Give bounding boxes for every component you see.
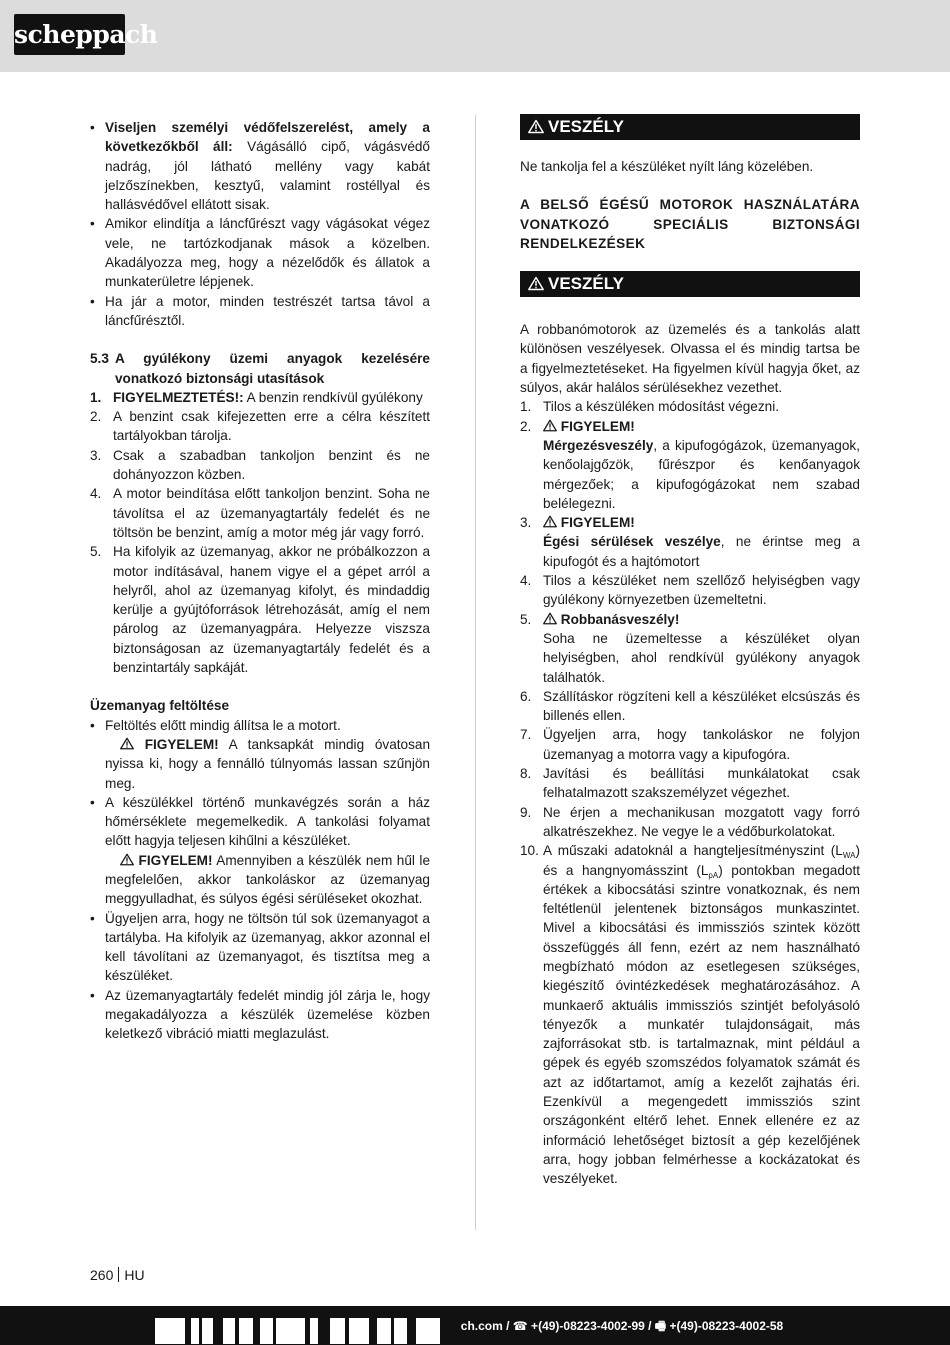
refuel-heading: Üzemanyag feltöltése xyxy=(90,698,230,714)
list-item: 7. Ügyeljen arra, hogy tankoláskor ne folyjon üzemanyag a motorra vagy a kipufogóra. xyxy=(520,727,860,762)
warning-icon xyxy=(543,419,557,432)
danger-text: A robbanómotorok az üzemelés és a tankolás alatt különösen veszélyesek. Olvassa el és mindig tartsa be a figyelmeztetéseket. Ha figyelmen kívül hagyja őket, az súlyos, akár halálos sérülésekhez vezethet. xyxy=(520,322,860,396)
warning-icon xyxy=(528,276,544,291)
scheppach-logo: scheppach xyxy=(14,14,125,55)
ppe-bullet-list xyxy=(90,118,430,330)
list-item: • Ha jár a motor, minden testrészét tartsa távol a láncfűrésztől. xyxy=(90,292,430,331)
list-item: 5. Ha kifolyik az üzemanyag, akkor ne próbálkozzon a motor indításával, hanem vigye el a gépet arról a helyről, ahol az üzemanyag kifolyt, és mindaddig kerülje a gyújtóforrások létrehozását, amíg el nem párolog az üzemanyagpára. Helyezze viszsza biztonságosan az üzemanyagtartály fedelét és a benzintartály sapkáját. xyxy=(90,544,430,676)
warning-icon xyxy=(528,119,544,134)
list-item: 4. Tilos a készüléket nem szellőző helyiségben vagy gyúlékony környezetben üzemeltetni. xyxy=(520,573,860,608)
list-item: 3. FIGYELEM! Égési sérülések veszélye, ne érintse meg a kipufogót és a hajtómotort xyxy=(520,515,860,569)
list-item: 8. Javítási és beállítási munkálatokat csak felhatalmazott szakszemélyzet végezhet. xyxy=(520,766,860,801)
warning-icon xyxy=(120,853,134,866)
list-item: • Amikor elindítja a láncfűrészt vagy vágásokat végez vele, ne tartózkodjanak mások a közelben. Akadályozza meg, hogy a nézelődők és állatok a munkaterületre lépjenek. xyxy=(90,214,430,291)
footer-contact: ch.com / ☎ +(49)-08223-4002-99 / 🖷 +(49)-08223-4002-58 xyxy=(0,1317,950,1336)
left-column xyxy=(90,118,430,1044)
list-item: • Viseljen személyi védőfelszerelést, amely a következőkből áll: Vágásálló cipő, vágásvédő nadrág, jól látható mellény vagy kabát jelzőszínekben, kesztyű, valamint rostéllyal és hallásvédővel ellátott sisak. xyxy=(90,118,430,214)
list-item: 6. Szállításkor rögzíteni kell a készüléket elcsúszás és billenés ellen. xyxy=(520,688,860,724)
list-item: 3. Csak a szabadban tankoljon benzint és ne dohányozzon közben. xyxy=(90,447,430,483)
page-number: 260 HU xyxy=(90,1267,145,1283)
danger-text: Ne tankolja fel a készüléket nyílt láng közelében. xyxy=(520,159,814,174)
fuel-safety-list xyxy=(90,388,430,677)
list-item: • Az üzemanyagtartály fedelét mindig jól zárja le, hogy megakadályozza a készülék üzemelése közben keletkező vibráció miatti meglazulást. xyxy=(90,986,430,1044)
list-item: • A készülékkel történő munkavégzés során a ház hőmérséklete megemelkedik. A tankolási folyamat előtt hagyja teljesen kihűlni a készüléket. FIGYELEM! Amennyiben a készülék nem hűl le megfelelően, akkor tankoláskor az üzemanyag meggyulladhat, és súlyos égési sérüléseket okozhat. xyxy=(90,793,430,909)
special-heading: A BELSŐ ÉGÉSŰ MOTOROK HASZNÁLATÁRA VONATKOZÓ SPECIÁLIS BIZTONSÁGI RENDELKEZÉSEK xyxy=(520,197,860,251)
right-column xyxy=(520,114,860,1189)
page-header xyxy=(0,0,950,72)
section-heading: 5.3 A gyúlékony üzemi anyagok kezelésére vonatkozó biztonsági utasítások xyxy=(90,351,430,386)
list-item: 10. A műszaki adatoknál a hangteljesítményszint $(L_{WA})$ és a hangnyomásszint $(L_{pA})$ pontokban megadott értékek a kibocsátási szintre vonatkoznak, és nem feltétlenül jelentenek biztonságos munkaszintet. Mivel a kibocsátási és immissziós szintek között összefüggés áll fenn, ezért az nem használható megbízható módon az esetlegesen szükséges, kiegészítő óvintézkedések meghatározásához. A munkaerő aktuális immissziós szintjét befolyásoló tényezők a munkatér tulajdonságait, más zajforrásokat stb. is tartalmaznak, mint például a gépek és egyéb szomszédos folyamatok számát és azt az időtartamot, amíg a kezelőt zajhatás éri. Ezenkívül a megengedett immissziós szint országonként eltérő lehet. Ennek ellenére ez az információ lehetőséget biztosít a gép kezelőjének arra, hogy jobban felmérhesse a kockázatokat és veszélyeket. xyxy=(520,843,860,1187)
list-item: 1. FIGYELMEZTETÉS!: A benzin rendkívül gyúlékony xyxy=(90,389,423,405)
refuel-bullet-list xyxy=(90,716,430,1044)
page-footer xyxy=(0,1306,950,1345)
list-item: 2. A benzint csak kifejezetten erre a célra készített tartályokban tárolja. xyxy=(90,409,430,444)
list-item: 1. Tilos a készüléken módosítást végezni. xyxy=(520,399,779,415)
list-item: 5. Robbanásveszély! Soha ne üzemeltesse a készüléket olyan helyiségben, ahol rendkívül gyúlékony anyagok találhatók. xyxy=(520,611,860,685)
danger-bar: VESZÉLY xyxy=(520,114,860,140)
list-item: • Ügyeljen arra, hogy ne töltsön túl sok üzemanyagot a tartályba. Ha kifolyik az üzemanyag, akkor azonnal el kell távolítani az üzemanyagot, és tisztítsa meg a készüléket. xyxy=(90,909,430,986)
list-item: 2. FIGYELEM! Mérgezésveszély, a kipufogógázok, üzemanyagok, kenőolajgőzök, fűrészpor és kenőanyagok mérgezőek; a kipufogógázokat nem szabad belélegezni. xyxy=(520,418,860,511)
list-item: 4. A motor beindítása előtt tankoljon benzint. Soha ne távolítsa el az üzemanyagtartály fedelét és ne töltsön be benzint, amíg a motor még jár vagy forró. xyxy=(90,486,430,540)
column-divider xyxy=(475,115,476,1230)
warning-icon xyxy=(543,515,557,528)
list-item: • Feltöltés előtt mindig állítsa le a motort. FIGYELEM! A tanksapkát mindig óvatosan nyissa ki, hogy a fennálló túlnyomás lassan szűnjön meg. xyxy=(90,716,430,793)
danger-bar: VESZÉLY xyxy=(520,271,860,297)
warning-icon xyxy=(120,737,134,750)
warning-icon xyxy=(543,612,557,625)
list-item: 9. Ne érjen a mechanikusan mozgatott vagy forró alkatrészekhez. Ne vegye le a védőburkolatokat. xyxy=(520,804,860,839)
engine-safety-list xyxy=(520,397,860,1188)
